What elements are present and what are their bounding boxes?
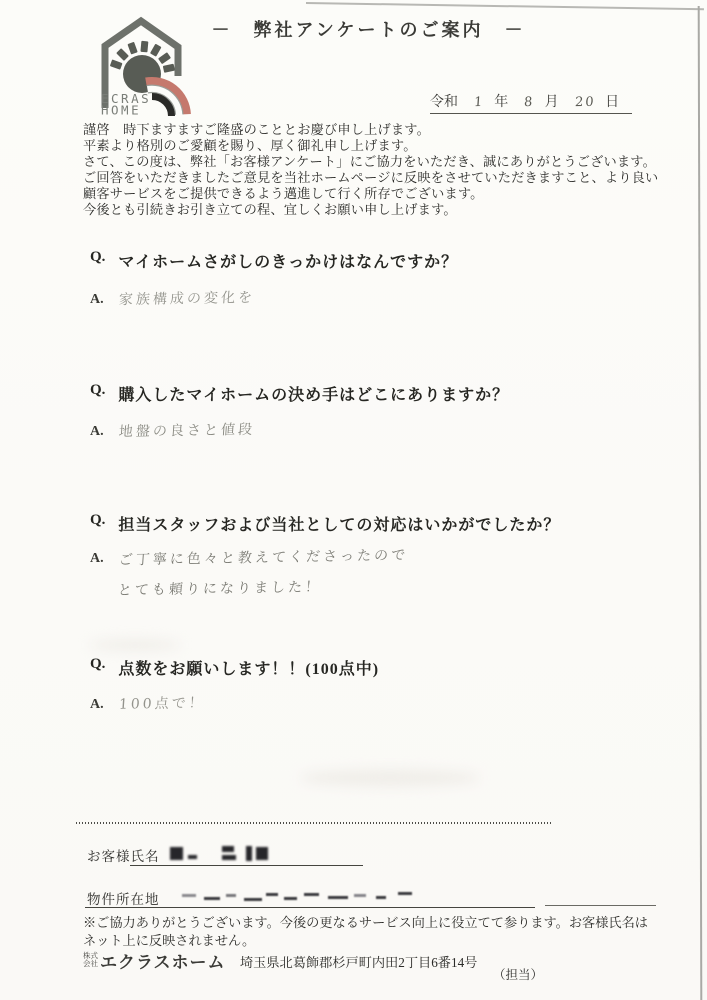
- question-text: 担当スタッフおよび当社としての対応はいかがでしたか？: [118, 517, 561, 534]
- a-label: A.: [90, 292, 104, 307]
- redacted-customer-name: [170, 846, 300, 863]
- company-name: エクラスホーム: [100, 953, 226, 972]
- company-prefix: [83, 952, 98, 968]
- year-suffix: 年: [494, 95, 509, 110]
- greeting-line: 今後とも引続きお引き立ての程、宜しくお願い申し上げます。: [83, 201, 457, 217]
- thank-you-note: [83, 914, 668, 949]
- handwritten-answer: ご丁寧に色々と教えてくださったので: [117, 547, 409, 569]
- answer-2: [90, 420, 255, 440]
- greeting-line: 平素より格別のご愛顧を賜り、厚く御礼申し上げます。: [83, 137, 417, 153]
- greeting-line: さて、この度は、弊社「お客様アンケート」にご協力をいただき、誠にありがとうございます。: [83, 153, 657, 169]
- answer-4: [90, 693, 205, 713]
- greeting-line: 謹啓 時下ますますご隆盛のこととお慶び申し上げます。: [83, 122, 431, 137]
- question-text: 購入したマイホームの決め手はどこにありますか？: [118, 387, 510, 404]
- question-text: マイホームさがしのきっかけはなんですか？: [118, 254, 459, 271]
- answer-3-line-2: [118, 578, 322, 598]
- logo-text-ecras: ECRAS: [101, 91, 152, 106]
- handwritten-answer: 家族構成の変化を: [117, 289, 256, 309]
- company-contact: （担当）: [493, 968, 544, 982]
- question-3: [90, 512, 560, 535]
- greeting-line: ご回答をいただきましたご意見を当社ホームページに反映をさせていただきますこと、より良い: [83, 169, 659, 185]
- date-line: [430, 90, 632, 114]
- q-label: Q.: [90, 512, 106, 528]
- note-line: ネット上に反映されません。: [83, 932, 256, 948]
- question-1: [90, 249, 458, 272]
- a-label: A.: [90, 551, 104, 566]
- company-prefix-bottom: 会社: [83, 959, 98, 968]
- handwritten-answer: 100点で！: [117, 695, 206, 713]
- handwritten-answer: 地盤の良さと値段: [117, 421, 256, 441]
- handwritten-year: 1: [473, 94, 485, 111]
- handwritten-answer: とても頼りになりました！: [117, 579, 323, 599]
- a-label: A.: [90, 697, 104, 712]
- era-label: 令和: [430, 95, 458, 110]
- day-suffix: 日: [605, 95, 620, 110]
- property-location-label: 物件所在地: [87, 892, 160, 907]
- property-location-underline-2: [545, 887, 656, 906]
- company-address: 埼玉県北葛飾郡杉戸町内田2丁目6番14号: [240, 955, 478, 970]
- company-prefix-top: 株式: [83, 951, 98, 960]
- scan-smudge: [90, 640, 180, 650]
- a-label: A.: [90, 424, 104, 439]
- scan-edge-right: [698, 6, 703, 1000]
- handwritten-day: 20: [574, 94, 596, 111]
- dotted-separator: [76, 822, 553, 824]
- customer-name-label: お客様氏名: [87, 849, 160, 864]
- month-suffix: 月: [544, 95, 559, 110]
- page-title: － 弊社アンケートのご案内 －: [211, 20, 526, 40]
- greeting-line: 顧客サービスをご提供できるよう邁進して行く所存でございます。: [83, 185, 484, 201]
- logo-text-home: HOME: [101, 102, 142, 116]
- answer-3: [90, 547, 408, 567]
- question-text: 点数をお願いします！！(100点中): [118, 661, 380, 678]
- redacted-property-location: [182, 891, 442, 904]
- q-label: Q.: [90, 382, 106, 398]
- question-2: [90, 382, 509, 405]
- greeting-paragraph: [83, 122, 661, 217]
- note-line: ※ご協力ありがとうございます。今後の更なるサービス向上に役立てて参ります。お客様氏名は: [83, 915, 648, 930]
- question-4: [90, 656, 379, 679]
- handwritten-month: 8: [523, 94, 536, 111]
- rainbow-arc-icon: [146, 81, 187, 116]
- answer-1: [90, 288, 255, 308]
- q-label: Q.: [90, 249, 106, 265]
- scan-smudge: [300, 770, 480, 786]
- scan-edge-top: [306, 2, 704, 10]
- q-label: Q.: [90, 656, 106, 672]
